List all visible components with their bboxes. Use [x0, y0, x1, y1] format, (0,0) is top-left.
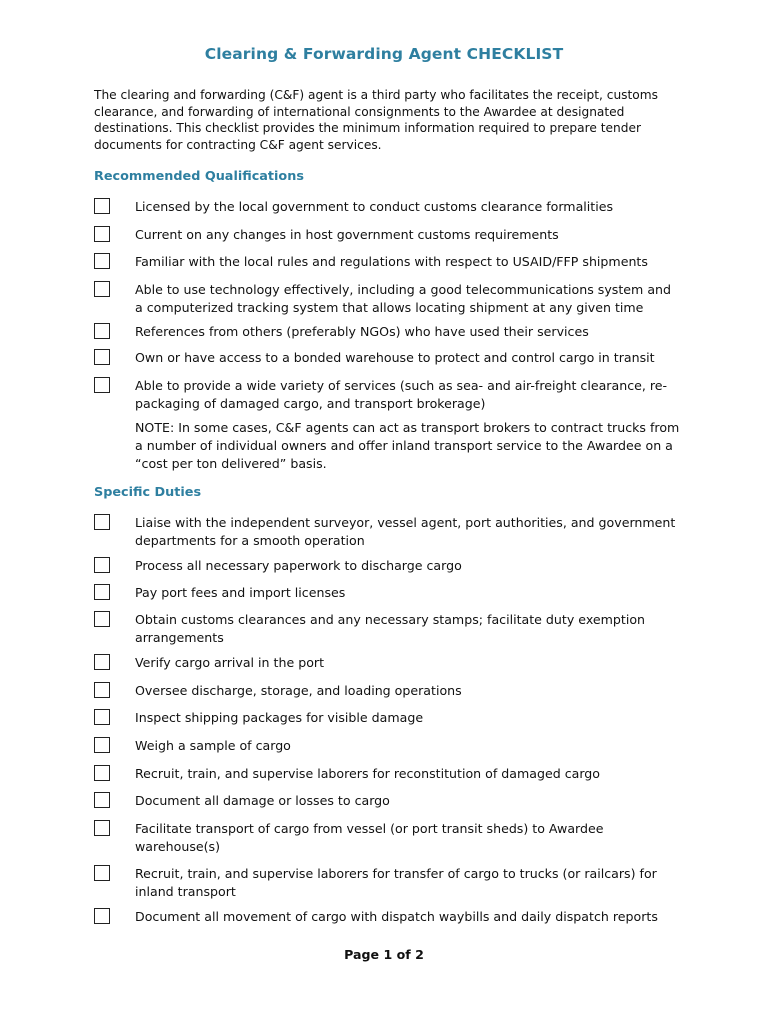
page-number: Page 1 of 2	[344, 947, 424, 962]
checklist-item-label: Document all damage or losses to cargo	[135, 793, 390, 808]
checklist-item-label: Current on any changes in host government customs requirements	[135, 227, 559, 242]
checklist-item-label: Licensed by the local government to conduct customs clearance formalities	[135, 199, 614, 214]
checkbox[interactable]	[94, 514, 110, 530]
checklist-item-label: Process all necessary paperwork to discharge cargo	[135, 558, 462, 573]
checkbox[interactable]	[94, 908, 110, 924]
checklist-item-label: Oversee discharge, storage, and loading operations	[135, 683, 462, 698]
checkbox[interactable]	[94, 323, 110, 339]
checklist-item-label: Inspect shipping packages for visible damage	[135, 710, 424, 725]
intro-paragraph: The clearing and forwarding (C&F) agent is a third party who facilitates the receipt, customs clearance, and forwarding of international consignments to the Awardee at designated destinations. This checklist provides the minimum information required to prepare tender documents for contracting C&F agent services.	[94, 88, 658, 152]
checkbox[interactable]	[94, 737, 110, 753]
qualifications-note: NOTE: In some cases, C&F agents can act as transport brokers to contract trucks from a number of individual owners and offer inland transport service to the Awardee on a “cost per ton delivered” basis.	[135, 420, 680, 471]
checklist-item-label: Able to provide a wide variety of services (such as sea- and air-freight clearance, re-packaging of damaged cargo, and transport brokerage)	[135, 378, 668, 411]
checklist-item-label: Document all movement of cargo with dispatch waybills and daily dispatch reports	[135, 909, 658, 924]
checkbox[interactable]	[94, 654, 110, 670]
checkbox[interactable]	[94, 709, 110, 725]
checklist-item-label: References from others (preferably NGOs) who have used their services	[135, 324, 589, 339]
checkbox[interactable]	[94, 253, 110, 269]
checkbox[interactable]	[94, 682, 110, 698]
checklist-item-label: Familiar with the local rules and regulations with respect to USAID/FFP shipments	[135, 254, 648, 269]
duties-heading: Specific Duties	[94, 485, 202, 500]
checkbox[interactable]	[94, 792, 110, 808]
checkbox[interactable]	[94, 611, 110, 627]
checkbox[interactable]	[94, 820, 110, 836]
qualifications-heading: Recommended Qualifications	[94, 169, 304, 184]
checklist-item-label: Weigh a sample of cargo	[135, 738, 291, 753]
checkbox[interactable]	[94, 765, 110, 781]
checklist-item-label: Able to use technology effectively, including a good telecommunications system and a computerized tracking system that allows locating shipment at any given time	[135, 282, 672, 315]
checklist-item-label: Facilitate transport of cargo from vessel (or port transit sheds) to Awardee warehouse(s)	[135, 821, 604, 854]
checklist-item-label: Pay port fees and import licenses	[135, 585, 346, 600]
checklist-item-label: Recruit, train, and supervise laborers for transfer of cargo to trucks (or railcars) for inland transport	[135, 866, 657, 899]
checkbox[interactable]	[94, 557, 110, 573]
checkbox[interactable]	[94, 865, 110, 881]
checklist-item-label: Obtain customs clearances and any necessary stamps; facilitate duty exemption arrangements	[135, 612, 646, 645]
checkbox[interactable]	[94, 226, 110, 242]
checkbox[interactable]	[94, 584, 110, 600]
checklist-item-label: Recruit, train, and supervise laborers for reconstitution of damaged cargo	[135, 766, 601, 781]
checkbox[interactable]	[94, 198, 110, 214]
checkbox[interactable]	[94, 349, 110, 365]
checklist-item-label: Verify cargo arrival in the port	[135, 655, 325, 670]
checkbox[interactable]	[94, 281, 110, 297]
page-title: Clearing & Forwarding Agent CHECKLIST	[204, 45, 564, 63]
checklist-item-label: Own or have access to a bonded warehouse to protect and control cargo in transit	[135, 350, 655, 365]
checklist-item-label: Liaise with the independent surveyor, vessel agent, port authorities, and government departments for a smooth operation	[135, 515, 676, 548]
checkbox[interactable]	[94, 377, 110, 393]
